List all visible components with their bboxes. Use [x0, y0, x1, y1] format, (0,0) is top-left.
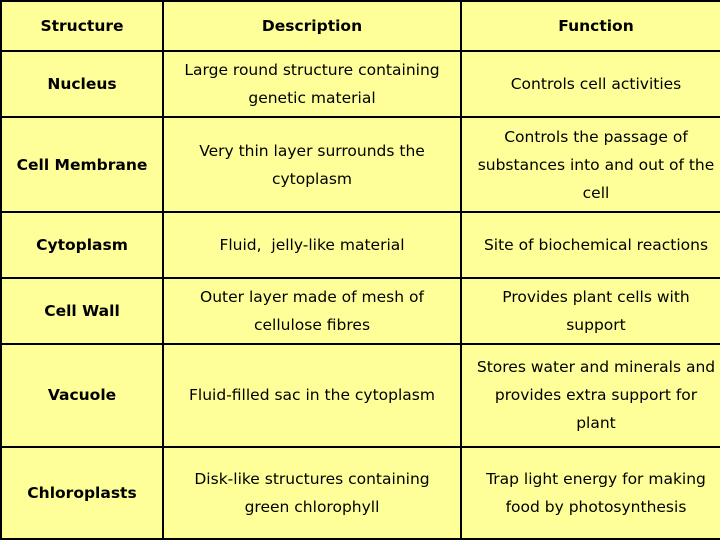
- function-line: support: [566, 316, 626, 335]
- description-cell: [164, 52, 460, 116]
- table-row: [2, 213, 720, 277]
- description-cell: [164, 345, 460, 445]
- function-cell: [462, 118, 720, 210]
- function-line: substances into and out of the: [477, 155, 715, 174]
- header-row: [2, 2, 720, 50]
- description-line: Disk-like structures containing: [194, 469, 430, 488]
- description-cell: [164, 448, 460, 538]
- description-line: cellulose fibres: [253, 316, 371, 335]
- function-cell: [462, 448, 720, 538]
- function-line: Provides plant cells with: [502, 288, 690, 307]
- table-row: [2, 279, 720, 343]
- function-line: plant: [576, 414, 616, 433]
- structure-cell: Cell Wall: [2, 279, 162, 343]
- function-cell: [462, 52, 720, 116]
- structure-cell: Nucleus: [2, 52, 162, 116]
- description-cell: [164, 118, 460, 210]
- table-row: [2, 52, 720, 116]
- structure-cell: Vacuole: [2, 345, 162, 445]
- description-line: Large round structure containing: [184, 61, 440, 80]
- header-structure: Structure: [2, 2, 162, 50]
- function-cell: [462, 213, 720, 277]
- function-line: Trap light energy for making: [486, 469, 706, 488]
- description-line: Fluid-filled sac in the cytoplasm: [189, 386, 435, 405]
- description-line: genetic material: [248, 89, 376, 108]
- function-line: cell: [582, 183, 610, 202]
- function-line: Controls cell activities: [510, 75, 682, 94]
- function-line: Site of biochemical reactions: [483, 235, 709, 254]
- description-line: green chlorophyll: [244, 497, 380, 516]
- header-function: Function: [462, 2, 720, 50]
- description-line: cytoplasm: [271, 169, 353, 188]
- description-cell: [164, 279, 460, 343]
- function-line: Controls the passage of: [504, 127, 688, 146]
- description-line: Outer layer made of mesh of: [200, 288, 424, 307]
- table-row: [2, 345, 720, 445]
- description-line: Fluid, jelly-like material: [219, 235, 405, 254]
- table-row: [2, 118, 720, 210]
- table-row: [2, 448, 720, 538]
- description-line: Very thin layer surrounds the: [199, 141, 425, 160]
- structure-cell: Cytoplasm: [2, 213, 162, 277]
- structure-cell: Cell Membrane: [2, 118, 162, 210]
- function-cell: [462, 279, 720, 343]
- function-cell: [462, 345, 720, 445]
- function-line: food by photosynthesis: [505, 497, 687, 516]
- function-line: provides extra support for: [494, 386, 698, 405]
- header-description: Description: [164, 2, 460, 50]
- function-line: Stores water and minerals and: [476, 358, 716, 377]
- structure-cell: Chloroplasts: [2, 448, 162, 538]
- description-cell: [164, 213, 460, 277]
